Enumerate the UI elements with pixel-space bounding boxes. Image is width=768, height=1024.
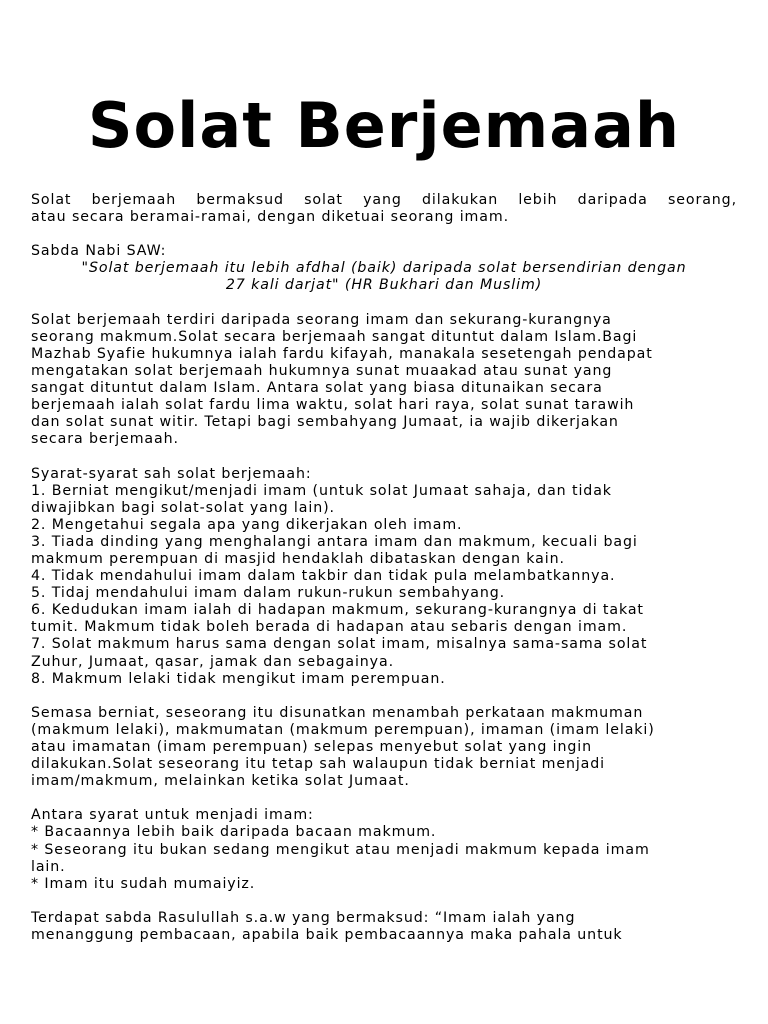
paragraph-gap	[31, 295, 737, 312]
paragraph-gap	[31, 688, 737, 705]
hadith-line	[31, 277, 737, 294]
text-line: Solat berjemaah bermaksud solat yang dilakukan lebih daripada seorang,	[31, 192, 737, 208]
list-item: 2. Mengetahui segala apa yang dikerjakan oleh imam.	[31, 516, 463, 533]
text-line: secara berjemaah.	[31, 431, 179, 448]
paragraph-gap	[31, 790, 737, 807]
text-line: mengatakan solat berjemaah hukumnya sunat muaakad atau sunat yang	[31, 362, 613, 379]
text-line: menanggung pembacaan, apabila baik pembacaannya maka pahala untuk	[31, 927, 623, 944]
list-heading: Syarat-syarat sah solat berjemaah:	[31, 465, 312, 482]
list-item: * Imam itu sudah mumaiyiz.	[31, 875, 256, 892]
list-item: makmum perempuan di masjid hendaklah dibataskan dengan kain.	[31, 550, 565, 567]
hadith-source: " (HR Bukhari dan Muslim)	[332, 277, 543, 294]
syarat-list	[31, 466, 737, 688]
hadith-italic-text: 27 kali darjat	[225, 277, 333, 294]
text-line: atau secara beramai-ramai, dengan diketuai seorang imam.	[31, 209, 509, 226]
list-item: diwajibkan bagi solat-solat yang lain).	[31, 499, 335, 516]
paragraph-gap	[31, 893, 737, 910]
list-item: 6. Kedudukan imam ialah di hadapan makmum, sekurang-kurangnya di takat	[31, 602, 644, 619]
text-line: Terdapat sabda Rasulullah s.a.w yang bermaksud: “Imam ialah yang	[31, 909, 576, 926]
list-item: 7. Solat makmum harus sama dengan solat imam, misalnya sama-sama solat	[31, 636, 648, 653]
text-line: seorang makmum.Solat secara berjemaah sangat dituntut dalam Islam.Bagi	[31, 328, 638, 345]
list-item: tumit. Makmum tidak boleh berada di hadapan atau sebaris dengan imam.	[31, 619, 628, 636]
list-heading: Antara syarat untuk menjadi imam:	[31, 807, 314, 824]
list-item: 4. Tidak mendahului imam dalam takbir dan tidak pula melambatkannya.	[31, 568, 616, 585]
text-line: Solat berjemaah terdiri daripada seorang imam dan sekurang-kurangnya	[31, 311, 612, 328]
text-line: sangat dituntut dalam Islam. Antara solat yang biasa ditunaikan secara	[31, 380, 603, 397]
list-item: 8. Makmum lelaki tidak mengikut imam perempuan.	[31, 670, 446, 687]
text-line: Mazhab Syafie hukumnya ialah fardu kifayah, manakala sesetengah pendapat	[31, 345, 653, 362]
paragraph-niat	[31, 705, 737, 790]
text-line: imam/makmum, melainkan ketika solat Jumaat.	[31, 773, 410, 790]
text-line: dilakukan.Solat seseorang itu tetap sah walaupun tidak berniat menjadi	[31, 756, 606, 773]
open-quote: "	[81, 260, 89, 277]
list-item: * Seseorang itu bukan sedang mengikut atau menjadi makmum kepada imam	[31, 841, 650, 858]
document-body	[31, 192, 737, 944]
hadith-italic-text: Solat berjemaah itu lebih afdhal (baik) daripada solat bersendirian dengan	[88, 260, 687, 277]
hadith-heading: Sabda Nabi SAW:	[31, 243, 167, 260]
list-item: 5. Tidaj mendahului imam dalam rukun-rukun sembahyang.	[31, 585, 506, 602]
imam-syarat-list	[31, 807, 737, 892]
list-item: lain.	[31, 858, 66, 875]
closing-paragraph	[31, 910, 737, 944]
hadith-line	[31, 260, 737, 277]
intro-paragraph	[31, 192, 737, 226]
page-title: Solat Berjemaah	[87, 89, 681, 162]
paragraph-gap	[31, 226, 737, 243]
list-item: Zuhur, Jumaat, qasar, jamak dan sebagainya.	[31, 653, 394, 670]
list-item: 1. Berniat mengikut/menjadi imam (untuk solat Jumaat sahaja, dan tidak	[31, 482, 612, 499]
list-item: * Bacaannya lebih baik daripada bacaan makmum.	[31, 824, 437, 841]
text-line: Semasa berniat, seseorang itu disunatkan menambah perkataan makmuman	[31, 704, 644, 721]
text-line: dan solat sunat witir. Tetapi bagi sembahyang Jumaat, ia wajib dikerjakan	[31, 414, 619, 431]
paragraph-gap	[31, 448, 737, 465]
paragraph-definition	[31, 312, 737, 449]
text-line: (makmum lelaki), makmumatan (makmum perempuan), imaman (imam lelaki)	[31, 721, 655, 738]
list-item: 3. Tiada dinding yang menghalangi antara imam dan makmum, kecuali bagi	[31, 533, 638, 550]
hadith-quote	[31, 243, 737, 294]
text-line: berjemaah ialah solat fardu lima waktu, solat hari raya, solat sunat tarawih	[31, 397, 635, 414]
text-line: atau imamatan (imam perempuan) selepas menyebut solat yang ingin	[31, 739, 593, 755]
